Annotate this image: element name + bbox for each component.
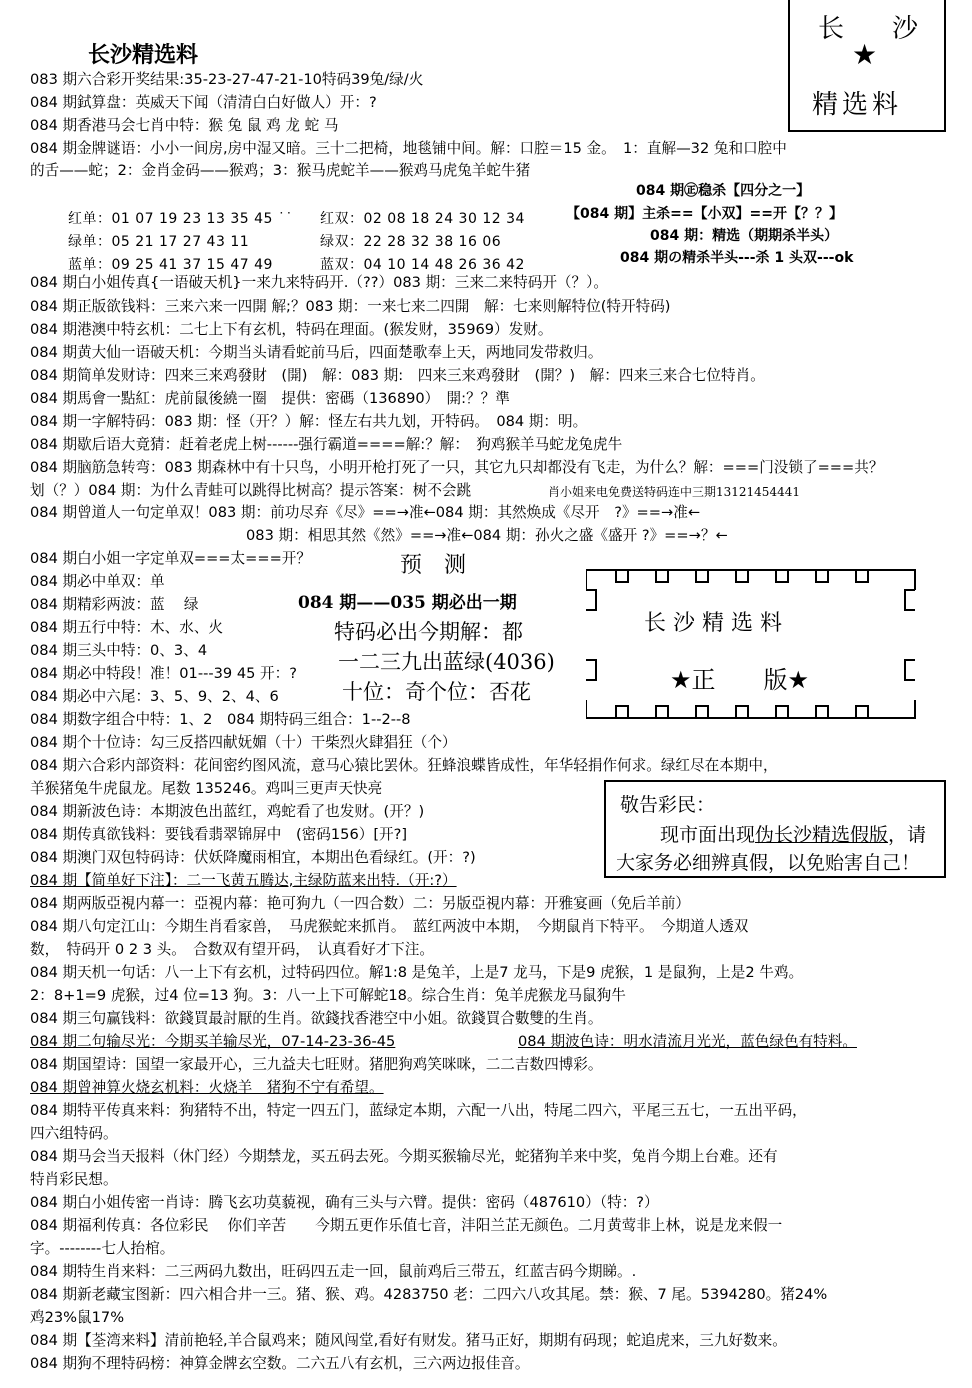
text-line: 083 期：相思其然《然》==→准←084 期：孙火之盛《盛开 ?》==→？← [246,527,728,544]
text-line: 084 期必中单双：单 [30,573,165,590]
text-line: 084 期歇后语大竟猜：赶着老虎上树------强行霸道====解:？解： 狗鸡猴羊马蛇龙兔虎牛 [30,436,623,453]
text-line: 084 期数字组合中特：1、2 084 期特码三组合：1--2--8 [30,711,411,728]
text-line: 084 期个十位诗：勾三反搭四献妩媚（十）干柴烈火肆猖狂（个） [30,734,457,751]
text-line: 084 期白小姐传密一肖诗：腾飞玄功莫藐视，确有三头与六臂。提供：密码（487610）（特：?） [30,1194,659,1211]
text-line: 特肖彩民想。 [30,1171,118,1188]
banner-frame [586,560,916,725]
text-line: 084 期八句定江山：今期生肖看家兽， 马虎猴蛇来抓肖。 蓝红两波中本期， 今期鼠肖下特平。 今期道人透双 [30,918,749,935]
text-line: 划（？）084 期：为什么青蛙可以跳得比树高？提示答案：树不会跳 [30,482,472,499]
text-line: 2：8+1=9 虎猴，过4 位=13 狗。3：八一上下可解蛇18。综合生肖：兔羊虎猴龙马鼠狗牛 [30,987,626,1004]
text-line: 084 期黄大仙一语破天机：今期当头请看蛇前马后，四面楚歌奉上天，两地同发带救归。 [30,344,603,361]
banner-title: 长 沙 精 选 料 [644,611,782,636]
text-line: 084 期脑筋急转弯：083 期森林中有十只鸟，小明开枪打死了一只，其它九只却都没有飞走，为什么？解：===门没锁了===共？ [30,459,884,476]
banner-subtitle: ★正 版★ [670,666,810,694]
kill-line: 【084 期】主杀==【小双】==开【？？】 [566,206,844,222]
text-line: 084 期曾道人一句定单双！083 期：前功尽弃《尽》==→准←084 期：其然焕成《尽开 ?》==→准← [30,504,701,521]
text-line: 084 期鉽算盘：英威天下闻（清清白白好做人）开：? [30,94,377,111]
notice-line: 现市面出现伪长沙精选假版，请 [660,824,927,846]
text-line: 084 期两版亞視内幕一：亞視内幕：艳可狗九（一四合数）二：另版亞視内幕：开雅宴画（免后羊前） [30,895,691,912]
text-line: 084 期六合彩内部资料：花间密约图风流，意马心猿比罢休。狂蜂浪蝶皆成性，年华轻捐作何求。绿红尽在本期中， [30,757,778,774]
text-line: 084 期新老藏宝图新：四六相合井一三。猪、猴、鸡。4283750 老：二四六八攻其尾。禁：猴、7 尾。5394280。猪24% [30,1286,828,1303]
text-line: 084 期正版欲钱料：三来六来一四開 解;？083 期：一来七来二四開 解：七来则解特位(特开特码) [30,298,671,315]
text-line: 084 期必中特段！准！01---39 45 开：? [30,665,297,682]
text-line: 084 期特平传真来料：狗猪特不出，特定一四五门，蓝绿定本期，六配一八出，特尾二四六，平尾三五七，一五出平码， [30,1102,807,1119]
fake-edition-highlight: 伪长沙精选假版 [755,824,889,846]
red-double-row: 红双：02 08 18 24 30 12 34 [320,211,525,227]
text-line: 084 期狗不理特码榜：神算金牌玄空数。二六五八有玄机，三六两边报佳音。 [30,1355,530,1372]
text-line: 数， 特码开 0 2 3 头。 合数双有望开码， 认真看好才下注。 [30,941,434,958]
phone-note: 肖小姐来电免费送特码连中三期13121454441 [548,485,800,499]
text-line: 084 期港澳中特玄机：二七上下有玄机，特码在理面。(猴发财，35969）发财。 [30,321,553,338]
warning-notice [604,780,946,878]
text-line: 084 期澳门双包特码诗：伏妖降魔雨相宜，本期出色看绿红。(开：?) [30,849,476,866]
text-line: 084 期新波色诗：本期波色出蓝红，鸡蛇看了也发财。(开？) [30,803,425,820]
prediction-title: 预 测 [400,553,467,578]
text-line: 084 期五行中特：木、水、火 [30,619,224,636]
text-line: 084 期二句输尽光：今期买羊输尽光，07-14-23-36-45 [30,1033,396,1050]
blue-single-row: 蓝单：09 25 41 37 15 47 49 [68,257,273,273]
text-line: 的舌——蛇；2：金肖金码——猴鸡；3：猴马虎蛇羊——猴鸡马虎兔羊蛇牛猪 [30,162,531,179]
kill-line: 084 期の精杀半头---杀 1 头双---ok [620,250,854,266]
text-line: 084 期福利传真：各位彩民 你们辛苦 今期五更作乐值七音，沣阳兰芷无颜色。二月黄莺非上林，说是龙来假一 [30,1217,783,1234]
text-line: 084 期【荃湾来料】清前艳轻,羊合鼠鸡来；随风闯堂,看好有财发。猪马正好，期期有码现；蛇追虎来，三九好数来。 [30,1332,787,1349]
text-line: 084 期三句赢钱料：欲錢買最討厭的生肖。欲錢找香港空中小姐。欲錢買合數雙的生肖。 [30,1010,603,1027]
red-single-row: 红单：01 07 19 23 13 35 45 ˙˙ [68,211,293,227]
kill-line: 084 期：精选（期期杀半头） [650,228,839,244]
text-line: 084 期馬會一點紅：虎前鼠後繞一圈 提供：密碼（136890） 開:？？準 [30,390,510,407]
star-icon: ★ [852,38,878,71]
prediction-line: 特码必出今期解：都 [334,620,523,644]
corner-char-chang: 长 [818,14,845,44]
page-title: 长沙精选料 [88,43,199,68]
text-line: 084 期天机一句话：八一上下有玄机，过特码四位。解1:8 是兔羊，上是7 龙马，下是9 虎猴，1 是鼠狗，上是2 牛鸡。 [30,964,804,981]
green-double-row: 绿双：22 28 32 38 16 06 [320,234,502,250]
text-line: 084 期一字解特码：083 期：怪（开？）解：怪左右共九划，开特码。 084 期：明。 [30,413,588,430]
text-line: 084 期精彩两波：蓝 绿 [30,596,199,613]
corner-char-sha: 沙 [892,14,919,44]
prediction-line: 十位：奇个位：否花 [342,680,531,704]
text-line: 084 期必中六尾：3、5、9、2、4、6 [30,688,279,705]
text-line: 084 期波色诗：明水清流月光光，蓝色绿色有特料。 [518,1033,857,1050]
notice-heading: 敬告彩民： [620,794,716,816]
text-line: 084 期三头中特：0、3、4 [30,642,208,659]
result-line: 083 期六合彩开奖结果:35-23-27-47-21-10特码39兔/绿/火 [30,71,424,88]
text-line: 084 期白小姐一字定单双===太===开？ [30,550,311,567]
prediction-line: 084 期——035 期必出一期 [298,593,517,613]
text-line: 羊猴猪兔牛虎鼠龙。尾数 135246。鸡叫三更声天快亮 [30,780,383,797]
edition-banner [586,560,916,725]
text-line: 084 期香港马会七肖中特：猴 兔 鼠 鸡 龙 蛇 马 [30,117,339,134]
text-line: 鸡23%鼠17% [30,1309,125,1326]
notice-line: 大家务必细辨真假，以免贻害自己！ [616,852,921,874]
blue-double-row: 蓝双：04 10 14 48 26 36 42 [320,257,525,273]
text-line: 四六组特码。 [30,1125,118,1142]
text-line: 084 期白小姐传真{一语破天机}一来九来特码开.（??）083 期：三来二来特码开（？）。 [30,274,608,291]
text-line: 084 期金牌谜语：小小一间房,房中湿又暗。三十二把椅，地毯铺中间。解：口腔＝15 金。 1：直解—32 兔和口腔中 [30,140,787,157]
text-line: 084 期曾神算火烧玄机料：火烧羊 猪狗不宁有希望。 [30,1079,384,1096]
corner-jingxuanliao: 精选料 [812,90,903,120]
corner-logo-box [788,0,946,132]
text-line: 084 期简单发财诗：四来三来鸡發財 (開) 解：083 期: 四来三来鸡發財 (開？) 解：四来三来合七位特肖。 [30,367,765,384]
text-line: 084 期【简单好下注】：二一飞黄五腾达,主绿防蓝来出特.（开:?） [30,872,457,889]
text-line: 084 期传真欲钱料：要钱看翡翠锦屏中 (密码156）[开?] [30,826,408,843]
prediction-box [290,548,580,708]
kill-line: 084 期㊣稳杀【四分之一】 [636,183,811,199]
green-single-row: 绿单：05 21 17 27 43 11 [68,234,250,250]
text-line: 084 期国望诗：国望一家最开心，三九益夫七旺财。猪肥狗鸡笑咪咪，二二吉数四博彩。 [30,1056,603,1073]
text-line: 084 期马会当天报料（休门经）今期禁龙，买五码去死。今期买猴输尽光，蛇猪狗羊来中奖，兔肖今期上台难。还有 [30,1148,778,1165]
prediction-line: 一二三九出蓝绿(4036) [338,650,555,674]
text-line: 字。--------七人抬棺。 [30,1240,175,1257]
text-line: 084 期特生肖来料：二三两码九数出，旺码四五走一回，鼠前鸡后三带五，红蓝吉码今期睇。. [30,1263,637,1280]
